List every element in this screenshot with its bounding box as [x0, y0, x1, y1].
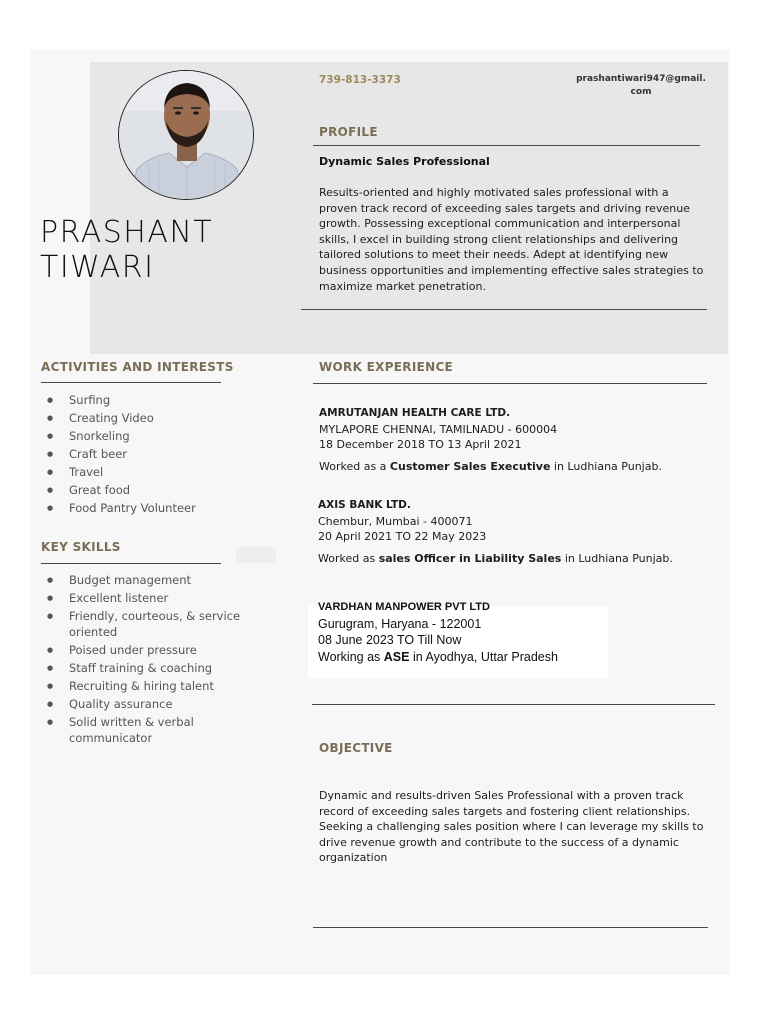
- objective-heading: OBJECTIVE: [319, 741, 393, 755]
- skills-heading: KEY SKILLS: [41, 540, 121, 554]
- list-item: ● Craft beer: [41, 446, 241, 462]
- email-line-1: prashantiwari947@gmail.: [576, 74, 706, 84]
- job-location: Gurugram, Haryana - 122001: [318, 616, 482, 631]
- activities-list: [41, 392, 241, 518]
- job-desc-text: in Ayodhya, Uttar Pradesh: [409, 649, 558, 664]
- job-location: MYLAPORE CHENNAI, TAMILNADU - 600004: [319, 422, 558, 436]
- job-dates: 18 December 2018 TO 13 April 2021: [319, 438, 522, 452]
- job-company: AXIS BANK LTD.: [318, 499, 411, 511]
- job-entry-3: [318, 599, 708, 665]
- profile-heading: PROFILE: [319, 125, 378, 139]
- profile-subtitle: Dynamic Sales Professional: [319, 155, 490, 168]
- list-item: ● Surfing: [41, 392, 241, 408]
- skills-divider: [41, 563, 221, 564]
- job-desc-text: Working as: [318, 649, 384, 664]
- profile-text: Results-oriented and highly motivated sales professional with a proven track record of exceeding sales targets and driving revenue growth. Possessing exceptional communication and interpersonal skills, I excel in building strong client relationships and delivering tailored solutions to meet their needs. Adept at identifying new business opportunities and implementing effective sales strategies to maximize market penetration.: [319, 186, 704, 293]
- job-role: Customer Sales Executive: [389, 459, 551, 473]
- phone-number[interactable]: 739-813-3373: [319, 74, 401, 86]
- list-item: ● Travel: [41, 464, 241, 480]
- job-location: Chembur, Mumbai - 400071: [318, 514, 473, 528]
- profile-divider: [313, 145, 700, 146]
- person-portrait-icon: [119, 71, 254, 200]
- job-entry-1: [319, 406, 709, 474]
- list-item: ● Excellent listener: [41, 590, 241, 606]
- skills-list: [41, 572, 241, 748]
- job-desc-text: Worked as: [318, 551, 379, 565]
- email-line-2: com: [630, 87, 652, 97]
- job-company: VARDHAN MANPOWER PVT LTD: [318, 601, 490, 613]
- job-desc-text: in Ludhiana Punjab.: [561, 551, 673, 565]
- profile-photo: [118, 70, 254, 200]
- background-patch: [236, 547, 276, 563]
- list-item: ● Solid written & verbal communicator: [41, 714, 241, 746]
- list-item: ● Poised under pressure: [41, 642, 241, 658]
- job-dates: 08 June 2023 TO Till Now: [318, 633, 462, 647]
- job-company: AMRUTANJAN HEALTH CARE LTD.: [319, 407, 511, 419]
- job-dates: 20 April 2021 TO 22 May 2023: [318, 530, 487, 544]
- email-address[interactable]: [566, 73, 716, 99]
- objective-bottom-divider: [313, 927, 708, 928]
- list-item: ● Quality assurance: [41, 696, 241, 712]
- job-description: [318, 649, 708, 666]
- list-item: ● Friendly, courteous, & service oriented: [41, 608, 241, 640]
- candidate-name: [40, 215, 213, 285]
- list-item: ● Food Pantry Volunteer: [41, 500, 241, 516]
- job-desc-text: Worked as a: [319, 459, 390, 473]
- profile-bottom-divider: [301, 309, 707, 310]
- list-item: ● Great food: [41, 482, 241, 498]
- list-item: ● Snorkeling: [41, 428, 241, 444]
- experience-divider: [313, 383, 707, 384]
- job-entry-2: [318, 498, 708, 566]
- name-last: TIWARI: [40, 250, 155, 285]
- activities-divider: [41, 382, 221, 383]
- name-first: PRASHANT: [40, 215, 214, 250]
- experience-bottom-divider: [312, 704, 715, 705]
- experience-heading: WORK EXPERIENCE: [319, 360, 454, 374]
- activities-heading: ACTIVITIES AND INTERESTS: [41, 360, 234, 374]
- list-item: ● Creating Video: [41, 410, 241, 426]
- list-item: ● Recruiting & hiring talent: [41, 678, 241, 694]
- job-role: ASE: [383, 649, 410, 664]
- list-item: ● Budget management: [41, 572, 241, 588]
- job-desc-text: in Ludhiana Punjab.: [550, 459, 662, 473]
- job-role: sales Officer in Liability Sales: [378, 551, 562, 565]
- job-description: [319, 459, 709, 475]
- objective-text: Dynamic and results-driven Sales Professional with a proven track record of exceeding sales targets and fostering client relationships. Seeking a challenging sales position where I can leverage my skills to drive revenue growth and contribute to the success of a dynamic organization: [319, 789, 704, 865]
- job-description: [318, 551, 708, 567]
- list-item: ● Staff training & coaching: [41, 660, 241, 676]
